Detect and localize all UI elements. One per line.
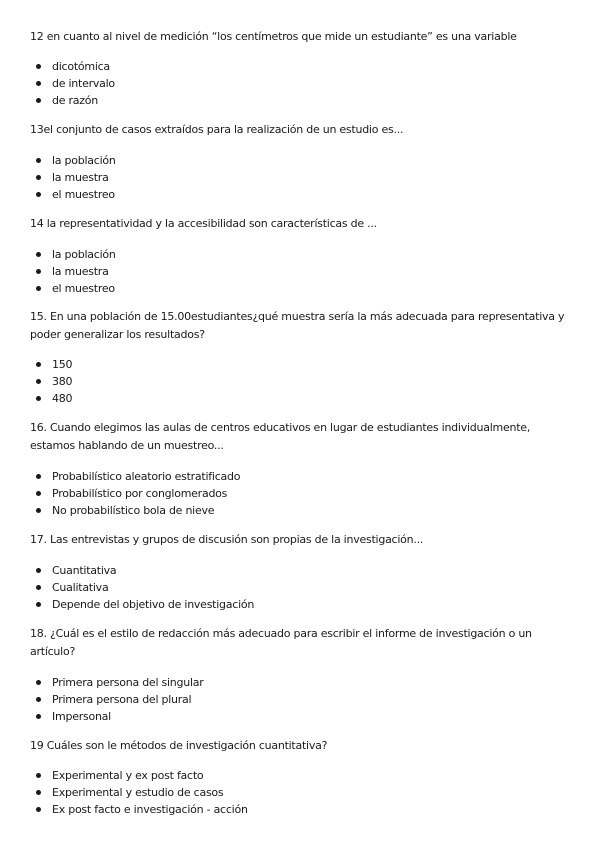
bullet-icon: [36, 286, 41, 291]
option-label: Impersonal: [52, 710, 111, 723]
bullet-icon: [36, 81, 41, 86]
bullet-icon: [36, 158, 41, 163]
list-item: [30, 280, 116, 297]
option-label: la muestra: [52, 265, 109, 278]
question-14-text: 14 la representatividad y la accesibilidad son características de ...: [30, 217, 377, 230]
question-15-text: 15. En una población de 15.00estudiantes¿qué muestra sería la más adecuada para representativa y poder generalizar los resultados?: [30, 310, 565, 341]
list-item: [30, 784, 248, 801]
list-item: [30, 186, 116, 203]
list-item: [30, 691, 204, 708]
list-item: [30, 263, 116, 280]
bullet-icon: [36, 508, 41, 513]
question-13-options: [30, 152, 116, 203]
bullet-icon: [36, 714, 41, 719]
question-19-text: 19 Cuáles son le métodos de investigación cuantitativa?: [30, 739, 328, 752]
option-label: Ex post facto e investigación - acción: [52, 803, 248, 816]
list-item: [30, 152, 116, 169]
bullet-icon: [36, 396, 41, 401]
bullet-icon: [36, 807, 41, 812]
question-18-text: 18. ¿Cuál es el estilo de redacción más adecuado para escribir el informe de investigación o un artículo?: [30, 627, 532, 658]
option-label: Depende del objetivo de investigación: [52, 598, 255, 611]
list-item: [30, 485, 240, 502]
question-17-options: [30, 562, 254, 613]
bullet-icon: [36, 474, 41, 479]
option-label: la población: [52, 248, 116, 261]
option-label: Cuantitativa: [52, 564, 117, 577]
question-12-options: [30, 58, 115, 109]
list-item: [30, 674, 204, 691]
list-item: [30, 58, 115, 75]
bullet-icon: [36, 98, 41, 103]
option-label: 480: [52, 392, 73, 405]
option-label: Primera persona del singular: [52, 676, 204, 689]
bullet-icon: [36, 773, 41, 778]
bullet-icon: [36, 790, 41, 795]
option-label: de razón: [52, 94, 98, 107]
option-label: la población: [52, 154, 116, 167]
option-label: Cualitativa: [52, 581, 109, 594]
bullet-icon: [36, 585, 41, 590]
bullet-icon: [36, 680, 41, 685]
list-item: [30, 579, 254, 596]
option-label: dicotómica: [52, 60, 110, 73]
option-label: 380: [52, 375, 73, 388]
question-16-text: 16. Cuando elegimos las aulas de centros educativos en lugar de estudiantes individualmente, estamos hablando de un muestreo...: [30, 421, 531, 452]
bullet-icon: [36, 362, 41, 367]
bullet-icon: [36, 64, 41, 69]
list-item: [30, 767, 248, 784]
option-label: 150: [52, 358, 73, 371]
bullet-icon: [36, 602, 41, 607]
bullet-icon: [36, 697, 41, 702]
question-12-text: 12 en cuanto al nivel de medición “los centímetros que mide un estudiante” es una variable: [30, 30, 517, 43]
question-14-options: [30, 246, 116, 297]
option-label: Probabilístico por conglomerados: [52, 487, 228, 500]
list-item: [30, 390, 72, 407]
question-15-options: [30, 356, 72, 407]
option-label: Primera persona del plural: [52, 693, 192, 706]
list-item: [30, 246, 116, 263]
list-item: [30, 373, 72, 390]
list-item: [30, 502, 240, 519]
bullet-icon: [36, 252, 41, 257]
question-13-text: 13el conjunto de casos extraídos para la realización de un estudio es...: [30, 123, 404, 136]
bullet-icon: [36, 379, 41, 384]
option-label: el muestreo: [52, 282, 115, 295]
list-item: [30, 596, 254, 613]
option-label: de intervalo: [52, 77, 115, 90]
list-item: [30, 801, 248, 818]
list-item: [30, 356, 72, 373]
list-item: [30, 468, 240, 485]
bullet-icon: [36, 568, 41, 573]
option-label: No probabilístico bola de nieve: [52, 504, 215, 517]
bullet-icon: [36, 175, 41, 180]
question-18-options: [30, 674, 204, 725]
bullet-icon: [36, 269, 41, 274]
question-16-options: [30, 468, 240, 519]
question-19-options: [30, 767, 248, 818]
option-label: la muestra: [52, 171, 109, 184]
question-17-text: 17. Las entrevistas y grupos de discusión son propias de la investigación...: [30, 533, 424, 546]
option-label: Experimental y estudio de casos: [52, 786, 224, 799]
list-item: [30, 75, 115, 92]
list-item: [30, 92, 115, 109]
option-label: Probabilístico aleatorio estratificado: [52, 470, 241, 483]
list-item: [30, 169, 116, 186]
bullet-icon: [36, 491, 41, 496]
option-label: el muestreo: [52, 188, 115, 201]
list-item: [30, 708, 204, 725]
list-item: [30, 562, 254, 579]
option-label: Experimental y ex post facto: [52, 769, 204, 782]
bullet-icon: [36, 192, 41, 197]
